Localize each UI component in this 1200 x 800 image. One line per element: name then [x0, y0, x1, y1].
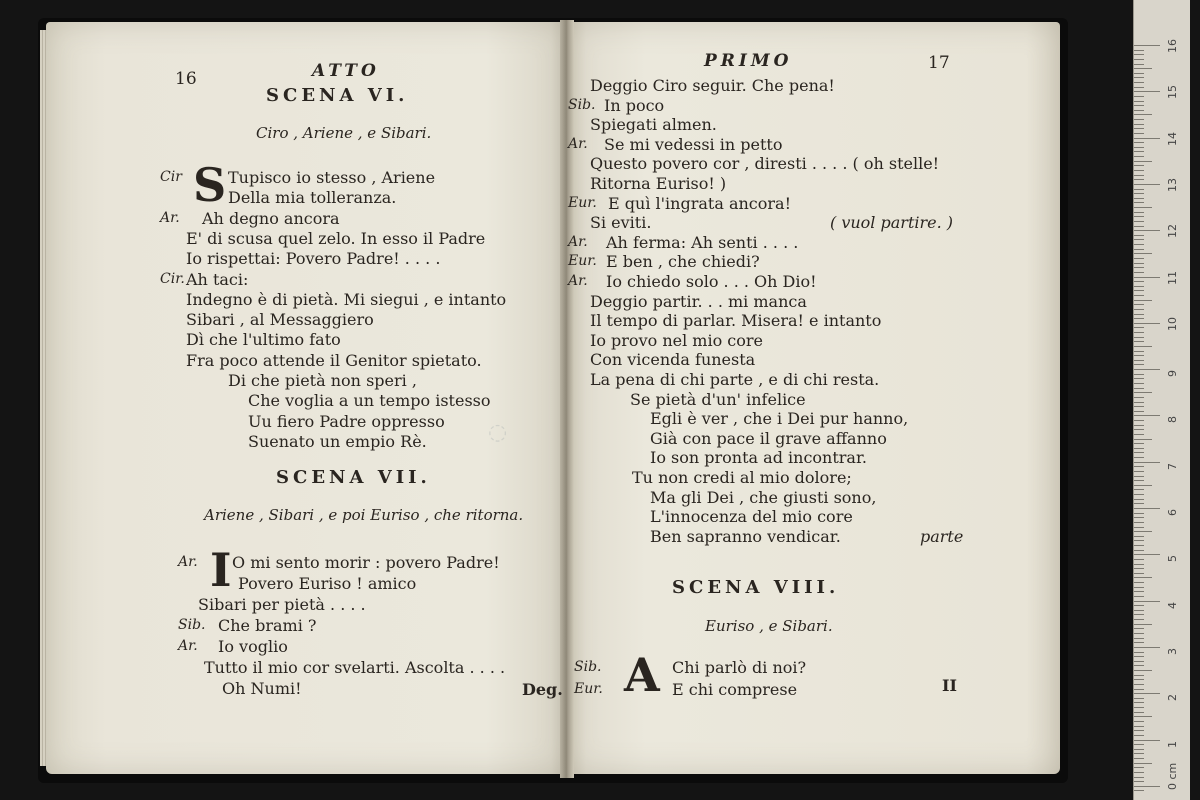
- ruler-tick: [1134, 744, 1144, 745]
- ruler-tick: [1134, 193, 1144, 194]
- ruler-tick: [1134, 50, 1144, 51]
- verse-line: L'innocenza del mio core: [650, 507, 853, 527]
- ruler-tick: [1134, 105, 1144, 106]
- ruler-tick: [1134, 698, 1144, 699]
- ruler-tick: [1134, 665, 1144, 666]
- ruler-tick: [1134, 545, 1144, 546]
- scene-vi-cast: Ciro , Ariene , e Sibari.: [256, 124, 432, 142]
- ruler-tick: [1134, 517, 1144, 518]
- book-gutter: [560, 20, 574, 778]
- ruler-tick: [1134, 96, 1144, 97]
- ruler-tick: [1134, 675, 1144, 676]
- ruler-tick: [1134, 601, 1160, 602]
- ruler-tick: [1134, 314, 1144, 315]
- ruler-tick: [1134, 68, 1152, 69]
- ruler-tick: [1134, 54, 1144, 55]
- ruler-tick: [1134, 369, 1160, 370]
- ruler-tick: [1134, 82, 1144, 83]
- ruler-tick: [1134, 763, 1152, 764]
- ruler-tick: [1134, 415, 1160, 416]
- ruler-tick: [1134, 189, 1144, 190]
- verse-line: Suenato un empio Rè.: [248, 431, 427, 451]
- ruler-tick: [1134, 707, 1144, 708]
- stage-direction: parte: [920, 526, 964, 546]
- verse-line: Io chiedo solo . . . Oh Dio!: [606, 272, 817, 291]
- ruler-tick: [1134, 175, 1144, 176]
- verse-line: Ah taci:: [186, 269, 249, 289]
- ruler-tick: [1134, 656, 1144, 657]
- ruler-tick: [1134, 494, 1144, 495]
- catchword: Deg.: [522, 680, 563, 699]
- ruler-tick: [1134, 777, 1144, 778]
- ruler-tick: [1134, 258, 1144, 259]
- scene-vi-title: SCENA VI.: [266, 85, 409, 106]
- ruler-tick: [1134, 216, 1144, 217]
- ruler-tick: [1134, 689, 1144, 690]
- verse-line: Tupisco io stesso , Ariene: [228, 168, 436, 187]
- speaker-label: Cir: [160, 169, 182, 185]
- scene-viii-cast: Euriso , e Sibari.: [705, 617, 833, 635]
- verse-line: Sibari per pietà . . . .: [198, 595, 366, 614]
- ruler-tick: [1134, 573, 1144, 574]
- verse-line: Chi parlò di noi?: [672, 658, 807, 677]
- verse-line: Tu non credi al mio dolore;: [632, 468, 852, 487]
- ruler-tick: [1134, 605, 1144, 606]
- ruler-tick: [1134, 300, 1152, 301]
- ruler-tick: [1134, 378, 1144, 379]
- right-running-head: PRIMO: [704, 51, 793, 71]
- verse-line: O mi sento morir : povero Padre!: [232, 553, 500, 572]
- ruler-tick: [1134, 114, 1152, 115]
- ruler-number: 9: [1166, 370, 1179, 378]
- ruler-tick: [1134, 128, 1144, 129]
- ruler-number: 6: [1166, 509, 1179, 516]
- ruler-tick: [1134, 735, 1144, 736]
- ruler-tick: [1134, 452, 1144, 453]
- stage-direction: ( vuol partire. ): [830, 213, 954, 233]
- ruler-tick: [1134, 290, 1144, 291]
- ruler-tick: [1134, 286, 1144, 287]
- ruler-tick: [1134, 309, 1144, 310]
- ruler-tick: [1134, 281, 1144, 282]
- ruler-number: 2: [1166, 694, 1179, 702]
- ruler-tick: [1134, 614, 1144, 615]
- ruler-number: 14: [1166, 131, 1179, 146]
- ruler-tick: [1134, 730, 1144, 731]
- verse-line: Che voglia a un tempo istesso: [248, 391, 491, 411]
- ruler-tick: [1134, 249, 1144, 250]
- ruler-number: 13: [1166, 177, 1179, 192]
- ruler-tick: [1134, 239, 1144, 240]
- ruler-tick: [1134, 110, 1144, 111]
- speaker-label: Sib.: [568, 96, 596, 113]
- speaker-label: Cir.: [160, 270, 185, 287]
- ruler-tick: [1134, 462, 1160, 463]
- ruler-tick: [1134, 786, 1160, 787]
- ruler-tick: [1134, 476, 1144, 477]
- verse-line: Tutto il mio cor svelarti. Ascolta . . . .: [204, 658, 506, 677]
- ruler-tick: [1134, 503, 1144, 504]
- verse-line: La pena di chi parte , e di chi resta.: [590, 370, 880, 389]
- ruler-tick: [1134, 355, 1144, 356]
- ruler-tick: [1134, 684, 1144, 685]
- ruler-tick: [1134, 91, 1160, 92]
- ruler-tick: [1134, 559, 1144, 560]
- right-page-number: 17: [928, 53, 950, 73]
- ruler-tick: [1134, 341, 1144, 342]
- ruler-number: 12: [1166, 224, 1179, 239]
- ruler-tick: [1134, 679, 1144, 680]
- ruler-unit-label: 0 cm: [1166, 762, 1179, 790]
- ruler-tick: [1134, 101, 1144, 102]
- ruler-tick: [1134, 360, 1144, 361]
- ruler-tick: [1134, 138, 1160, 139]
- ruler-tick: [1134, 749, 1144, 750]
- verse-line: Ritorna Euriso! ): [590, 174, 727, 193]
- speaker-label: Eur.: [568, 194, 597, 211]
- ruler-tick: [1134, 151, 1144, 152]
- ruler-tick: [1134, 457, 1144, 458]
- ruler-tick: [1134, 230, 1160, 231]
- verse-line: Della mia tolleranza.: [228, 188, 397, 208]
- speaker-label: Eur.: [568, 253, 597, 270]
- verse-line: Di che pietà non speri ,: [228, 371, 417, 390]
- ruler-tick: [1134, 406, 1144, 407]
- verse-line: Io provo nel mio core: [590, 330, 764, 350]
- scene-vii-cast: Ariene , Sibari , e poi Euriso , che ritorna.: [204, 506, 524, 524]
- ruler-tick: [1134, 619, 1144, 620]
- ruler-number: 7: [1166, 462, 1179, 470]
- verse-line: E chi comprese: [672, 680, 798, 699]
- verse-line: Egli è ver , che i Dei pur hanno,: [650, 409, 909, 429]
- measurement-ruler: [1133, 0, 1190, 800]
- drop-cap: I: [210, 543, 232, 597]
- signature-mark: II: [942, 676, 957, 695]
- drop-cap: A: [624, 648, 660, 702]
- verse-line: Io son pronta ad incontrar.: [650, 448, 867, 468]
- verse-line: Ma gli Dei , che giusti sono,: [650, 487, 877, 507]
- ruler-tick: [1134, 184, 1160, 185]
- ruler-tick: [1134, 568, 1144, 569]
- verse-line: Questo povero cor , diresti . . . . ( oh stelle!: [590, 154, 940, 174]
- ruler-tick: [1134, 772, 1144, 773]
- ruler-tick: [1134, 165, 1144, 166]
- ruler-tick: [1134, 485, 1152, 486]
- ruler-tick: [1134, 295, 1144, 296]
- ruler-tick: [1134, 226, 1144, 227]
- verse-line: Già con pace il grave affanno: [650, 428, 887, 448]
- ruler-tick: [1134, 536, 1144, 537]
- ruler-tick: [1134, 628, 1144, 629]
- verse-line: Con vicenda funesta: [590, 350, 756, 370]
- ruler-tick: [1134, 740, 1160, 741]
- ruler-tick: [1134, 364, 1144, 365]
- ruler-tick: [1134, 712, 1144, 713]
- ruler-tick: [1134, 429, 1144, 430]
- ruler-tick: [1134, 277, 1160, 278]
- verse-line: Sibari , al Messaggiero: [186, 310, 374, 330]
- verse-line: Fra poco attende il Genitor spietato.: [186, 350, 482, 370]
- verse-line: E' di scusa quel zelo. In esso il Padre: [186, 228, 486, 248]
- ruler-number: 16: [1166, 39, 1179, 53]
- ruler-tick: [1134, 119, 1144, 120]
- ruler-tick: [1134, 448, 1144, 449]
- speaker-label: Ar.: [568, 273, 588, 289]
- ruler-tick: [1134, 508, 1160, 509]
- verse-line: In poco: [604, 95, 665, 115]
- ruler-tick: [1134, 624, 1152, 625]
- ruler-tick: [1134, 267, 1144, 268]
- verse-line: Se pietà d'un' infelice: [630, 389, 806, 409]
- ruler-tick: [1134, 434, 1144, 435]
- left-running-head: ATTO: [312, 61, 380, 81]
- ruler-number: 10: [1166, 316, 1179, 331]
- ruler-tick: [1134, 693, 1160, 694]
- ruler-tick: [1134, 147, 1144, 148]
- verse-line: Che brami ?: [218, 616, 317, 635]
- ruler-tick: [1134, 411, 1144, 412]
- verse-line: Ben sapranno vendicar.: [650, 526, 841, 546]
- ruler-tick: [1134, 59, 1144, 60]
- verse-line: Io voglio: [218, 637, 288, 656]
- ruler-tick: [1134, 466, 1144, 467]
- ruler-tick: [1134, 591, 1144, 592]
- ruler-tick: [1134, 633, 1144, 634]
- ruler-tick: [1134, 304, 1144, 305]
- ruler-tick: [1134, 244, 1144, 245]
- verse-line: Oh Numi!: [222, 679, 302, 698]
- left-page-number: 16: [175, 69, 197, 89]
- verse-line: Io rispettai: Povero Padre! . . . .: [186, 249, 441, 269]
- ruler-tick: [1134, 425, 1144, 426]
- ruler-tick: [1134, 327, 1144, 328]
- ruler-tick: [1134, 124, 1144, 125]
- ruler-tick: [1134, 402, 1144, 403]
- ruler-tick: [1134, 351, 1144, 352]
- ruler-tick: [1134, 73, 1144, 74]
- ruler-tick: [1134, 790, 1144, 791]
- ruler-tick: [1134, 170, 1144, 171]
- ruler-tick: [1134, 323, 1160, 324]
- ruler-tick: [1134, 198, 1144, 199]
- ruler-tick: [1134, 471, 1144, 472]
- ruler-tick: [1134, 346, 1152, 347]
- ruler-tick: [1134, 45, 1160, 46]
- verse-line: E ben , che chiedi?: [606, 252, 760, 272]
- speaker-label: Eur.: [574, 681, 603, 697]
- ruler-tick: [1134, 392, 1152, 393]
- speaker-label: Ar.: [568, 135, 588, 152]
- ruler-tick: [1134, 142, 1144, 143]
- ruler-tick: [1134, 156, 1144, 157]
- drop-cap: S: [193, 158, 227, 212]
- ruler-tick: [1134, 527, 1144, 528]
- verse-line: Deggio partir. . . mi manca: [590, 291, 807, 311]
- verse-line: Povero Euriso ! amico: [238, 574, 417, 593]
- watermark: ◌: [488, 420, 508, 445]
- ruler-tick: [1134, 758, 1144, 759]
- ruler-tick: [1134, 642, 1144, 643]
- ruler-tick: [1134, 721, 1144, 722]
- ruler-tick: [1134, 647, 1160, 648]
- ruler-number: 15: [1166, 85, 1179, 100]
- ruler-tick: [1134, 781, 1144, 782]
- ruler-number: 5: [1166, 555, 1179, 563]
- ruler-tick: [1134, 716, 1152, 717]
- ruler-tick: [1134, 202, 1144, 203]
- ruler-tick: [1134, 670, 1152, 671]
- speaker-label: Ar.: [178, 638, 198, 654]
- ruler-tick: [1134, 374, 1144, 375]
- ruler-tick: [1134, 610, 1144, 611]
- speaker-label: Sib.: [574, 659, 602, 675]
- ruler-tick: [1134, 554, 1160, 555]
- ruler-tick: [1134, 253, 1152, 254]
- ruler-tick: [1134, 767, 1144, 768]
- ruler-tick: [1134, 596, 1144, 597]
- ruler-tick: [1134, 397, 1144, 398]
- ruler-tick: [1134, 582, 1144, 583]
- verse-line: Spiegati almen.: [590, 115, 717, 135]
- verse-line: Dì che l'ultimo fato: [186, 330, 341, 350]
- ruler-tick: [1134, 550, 1144, 551]
- speaker-label: Ar.: [568, 233, 588, 250]
- verse-line: Ah degno ancora: [202, 208, 340, 228]
- ruler-tick: [1134, 540, 1144, 541]
- ruler-number: 3: [1166, 647, 1179, 655]
- speaker-label: Ar.: [178, 554, 198, 570]
- ruler-tick: [1134, 420, 1144, 421]
- verse-line: Uu fiero Padre oppresso: [248, 411, 445, 431]
- ruler-tick: [1134, 179, 1144, 180]
- ruler-tick: [1134, 652, 1144, 653]
- ruler-tick: [1134, 443, 1144, 444]
- scene-vii-title: SCENA VII.: [276, 467, 431, 488]
- ruler-tick: [1134, 531, 1152, 532]
- verse-line: Il tempo di parlar. Misera! e intanto: [590, 311, 882, 331]
- ruler-tick: [1134, 263, 1144, 264]
- ruler-tick: [1134, 318, 1144, 319]
- ruler-tick: [1134, 638, 1144, 639]
- ruler-tick: [1134, 221, 1144, 222]
- ruler-tick: [1134, 64, 1144, 65]
- speaker-label: Sib.: [178, 617, 206, 633]
- ruler-tick: [1134, 577, 1152, 578]
- ruler-tick: [1134, 332, 1144, 333]
- ruler-tick: [1134, 87, 1144, 88]
- verse-line: E quì l'ingrata ancora!: [608, 193, 791, 213]
- verse-line: Ah ferma: Ah senti . . . .: [606, 232, 799, 252]
- ruler-tick: [1134, 726, 1144, 727]
- ruler-tick: [1134, 337, 1144, 338]
- ruler-tick: [1134, 587, 1144, 588]
- ruler-tick: [1134, 77, 1144, 78]
- ruler-tick: [1134, 702, 1144, 703]
- ruler-tick: [1134, 499, 1144, 500]
- ruler-tick: [1134, 522, 1144, 523]
- ruler-tick: [1134, 235, 1144, 236]
- ruler-tick: [1134, 212, 1144, 213]
- ruler-number: 11: [1166, 270, 1179, 285]
- ruler-tick: [1134, 439, 1152, 440]
- ruler-number: 8: [1166, 416, 1179, 424]
- ruler-tick: [1134, 513, 1144, 514]
- verse-line: Si eviti.: [590, 213, 652, 233]
- ruler-number: 1: [1166, 740, 1179, 748]
- ruler-tick: [1134, 661, 1144, 662]
- ruler-tick: [1134, 388, 1144, 389]
- verse-line: Deggio Ciro seguir. Che pena!: [590, 76, 835, 95]
- ruler-tick: [1134, 133, 1144, 134]
- verse-line: Se mi vedessi in petto: [604, 134, 783, 154]
- ruler-tick: [1134, 489, 1144, 490]
- speaker-label: Ar.: [160, 209, 180, 226]
- verse-line: Indegno è di pietà. Mi siegui , e intanto: [186, 289, 507, 309]
- ruler-tick: [1134, 383, 1144, 384]
- ruler-tick: [1134, 161, 1152, 162]
- ruler-tick: [1134, 272, 1144, 273]
- ruler-number: 4: [1166, 601, 1179, 609]
- ruler-tick: [1134, 753, 1144, 754]
- scene-viii-title: SCENA VIII.: [672, 577, 840, 598]
- ruler-tick: [1134, 564, 1144, 565]
- ruler-tick: [1134, 480, 1144, 481]
- ruler-tick: [1134, 207, 1152, 208]
